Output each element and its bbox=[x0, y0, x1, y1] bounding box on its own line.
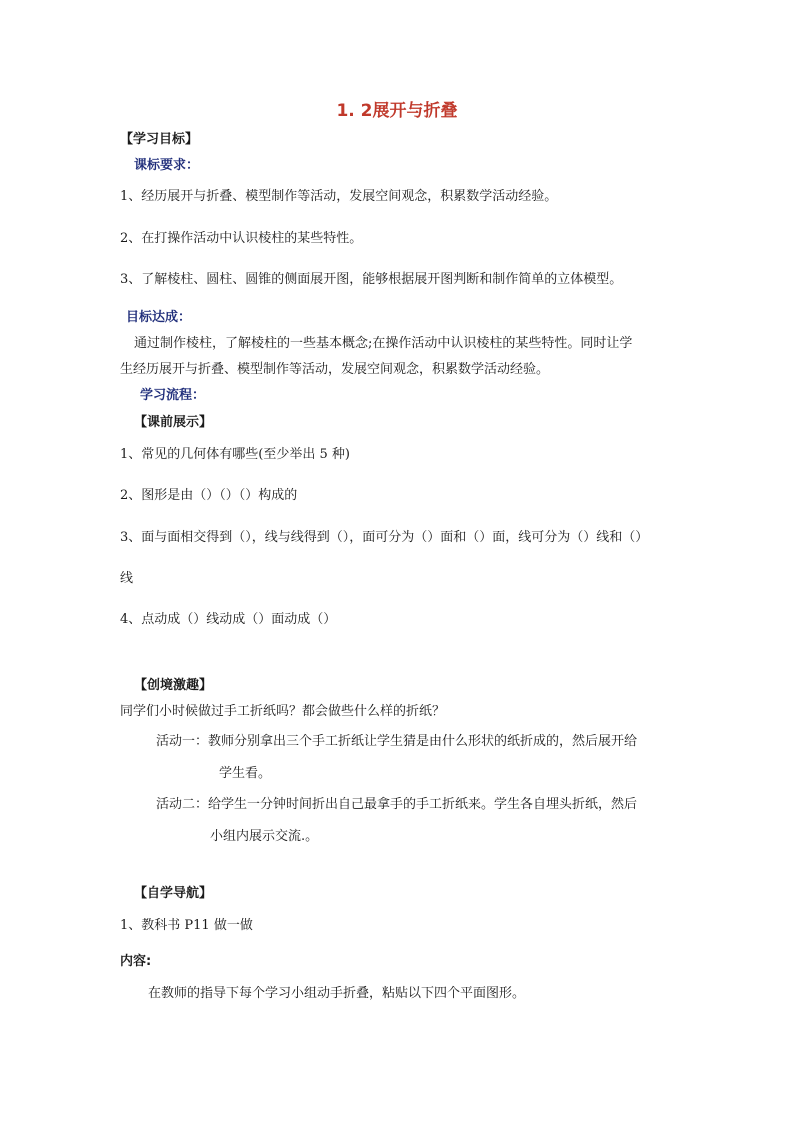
situation-heading: 【创境激趣】 bbox=[134, 678, 213, 693]
self-study-heading: 【自学导航】 bbox=[134, 886, 213, 901]
goal-achievement-heading: 目标达成： bbox=[126, 310, 192, 325]
preview-item-2: 2、图形是由（）（）（）构成的 bbox=[120, 488, 298, 503]
content-heading: 内容: bbox=[120, 954, 152, 969]
preview-item-3-continued: 线 bbox=[120, 571, 134, 586]
activity-2-line-1: 活动二：给学生一分钟时间折出自己最拿手的手工折纸来。学生各自埋头折纸，然后 bbox=[156, 797, 638, 812]
content-text: 在教师的指导下每个学习小组动手折叠，粘贴以下四个平面图形。 bbox=[148, 986, 526, 1001]
self-study-item-1: 1、教科书 P11 做一做 bbox=[120, 918, 253, 933]
preview-heading: 【课前展示】 bbox=[134, 415, 213, 430]
goal-item-1: 1、经历展开与折叠、模型制作等活动，发展空间观念，积累数学活动经验。 bbox=[120, 189, 558, 204]
page-title: 1. 2展开与折叠 bbox=[336, 101, 458, 121]
preview-item-4: 4、点动成（）线动成（）面动成（） bbox=[120, 612, 337, 627]
study-flow-heading: 学习流程： bbox=[140, 388, 206, 403]
preview-item-1: 1、常见的几何体有哪些(至少举出 5 种) bbox=[120, 447, 350, 462]
study-goal-heading: 【学习目标】 bbox=[120, 132, 199, 147]
goal-item-3: 3、了解棱柱、圆柱、圆锥的侧面展开图，能够根据展开图判断和制作简单的立体模型。 bbox=[120, 272, 623, 287]
preview-item-3: 3、面与面相交得到（），线与线得到（），面可分为（）面和（）面，线可分为（）线和（） bbox=[120, 530, 649, 545]
goal-achievement-text-2: 生经历展开与折叠、模型制作等活动，发展空间观念，积累数学活动经验。 bbox=[120, 362, 550, 377]
curriculum-requirement-heading: 课标要求： bbox=[134, 158, 200, 173]
situation-question: 同学们小时候做过手工折纸吗？都会做些什么样的折纸？ bbox=[120, 704, 446, 719]
activity-1-line-2: 学生看。 bbox=[219, 766, 272, 781]
activity-1-line-1: 活动一：教师分别拿出三个手工折纸让学生猜是由什么形状的纸折成的，然后展开给 bbox=[156, 734, 638, 749]
activity-2-line-2: 小组内展示交流.。 bbox=[210, 829, 319, 844]
goal-item-2: 2、在打操作活动中认识棱柱的某些特性。 bbox=[120, 231, 363, 246]
goal-achievement-text-1: 通过制作棱柱，了解棱柱的一些基本概念;在操作活动中认识棱柱的某些特性。同时让学 bbox=[134, 336, 633, 351]
